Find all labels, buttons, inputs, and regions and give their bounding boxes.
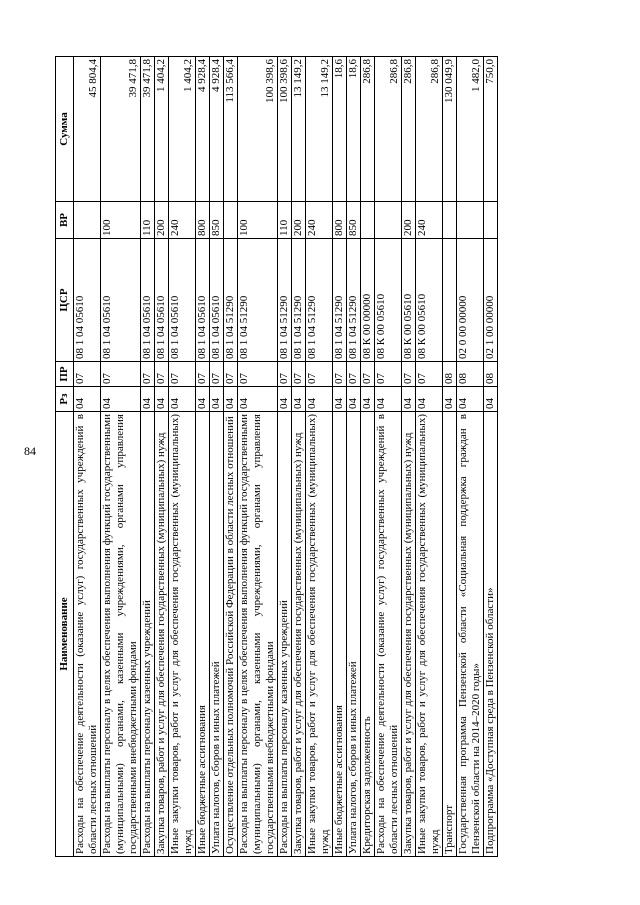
table-row — [484, 57, 498, 857]
row-pr: 07 — [375, 362, 402, 387]
table-row — [457, 57, 484, 857]
header-pr: ПР — [56, 362, 74, 387]
row-sum: 113 566,4 — [224, 57, 238, 202]
row-rz: 04 — [306, 387, 333, 412]
row-rz: 04 — [224, 387, 238, 412]
row-csr: 08 1 04 05610 — [74, 239, 101, 362]
row-vr: 200 — [402, 202, 416, 239]
table-row — [416, 57, 443, 857]
row-sum: 4 928,4 — [196, 57, 210, 202]
row-csr: 08 К 00 05610 — [402, 239, 416, 362]
row-pr: 08 — [443, 362, 457, 387]
row-csr: 08 1 04 05610 — [101, 239, 141, 362]
row-sum: 286,8 — [416, 57, 443, 202]
row-rz: 04 — [141, 387, 155, 412]
row-pr: 07 — [238, 362, 278, 387]
row-pr: 07 — [155, 362, 169, 387]
row-pr: 07 — [292, 362, 306, 387]
row-sum: 39 471,8 — [101, 57, 141, 202]
row-vr: 850 — [347, 202, 361, 239]
header-vr: ВР — [56, 202, 74, 239]
row-vr — [457, 202, 484, 239]
row-rz: 04 — [402, 387, 416, 412]
row-vr: 800 — [333, 202, 347, 239]
page-number: 84 — [24, 444, 36, 458]
row-sum: 1 482,0 — [457, 57, 484, 202]
table-row — [375, 57, 402, 857]
table-row — [306, 57, 333, 857]
row-rz: 04 — [292, 387, 306, 412]
row-name: Расходы на выплаты персоналу в целях обеспечения выполнения функций государственными (муниципальными) органами, казенными учреждениями, органами управления государственными внебюджетными фондами — [238, 412, 278, 857]
row-csr: 08 1 04 51290 — [306, 239, 333, 362]
row-rz: 04 — [74, 387, 101, 412]
table-row — [74, 57, 101, 857]
row-sum: 18,6 — [333, 57, 347, 202]
table-row — [402, 57, 416, 857]
row-csr: 08 1 04 51290 — [278, 239, 292, 362]
row-csr: 08 1 04 05610 — [169, 239, 196, 362]
row-vr — [361, 202, 375, 239]
row-vr: 800 — [196, 202, 210, 239]
row-csr: 08 1 04 05610 — [141, 239, 155, 362]
row-vr: 110 — [141, 202, 155, 239]
row-vr — [74, 202, 101, 239]
table-row — [224, 57, 238, 857]
row-pr: 07 — [402, 362, 416, 387]
table-row — [347, 57, 361, 857]
row-rz: 04 — [278, 387, 292, 412]
row-name: Расходы на выплаты персоналу казенных учреждений — [278, 412, 292, 857]
row-vr: 200 — [292, 202, 306, 239]
row-rz: 04 — [347, 387, 361, 412]
row-name: Расходы на обеспечение деятельности (оказание услуг) государственных учреждений в области лесных отношений — [375, 412, 402, 857]
row-pr: 07 — [101, 362, 141, 387]
table-row — [210, 57, 224, 857]
row-name: Иные закупки товаров, работ и услуг для обеспечения государственных (муниципальных) нужд — [416, 412, 443, 857]
row-vr: 200 — [155, 202, 169, 239]
row-pr: 07 — [141, 362, 155, 387]
row-name: Закупка товаров, работ и услуг для обеспечения государственных (муниципальных) нужд — [155, 412, 169, 857]
row-csr: 08 К 00 00000 — [361, 239, 375, 362]
row-csr: 02 1 00 00000 — [484, 239, 498, 362]
table-row — [292, 57, 306, 857]
row-sum: 45 804,4 — [74, 57, 101, 202]
row-name: Закупка товаров, работ и услуг для обеспечения государственных (муниципальных) нужд — [402, 412, 416, 857]
row-name: Кредиторская задолженность — [361, 412, 375, 857]
row-sum: 100 398,6 — [278, 57, 292, 202]
row-rz: 04 — [155, 387, 169, 412]
table-row — [278, 57, 292, 857]
header-rz: Рз — [56, 387, 74, 412]
row-sum: 286,8 — [375, 57, 402, 202]
row-name: Расходы на обеспечение деятельности (оказание услуг) государственных учреждений в области лесных отношений — [74, 412, 101, 857]
row-pr: 07 — [224, 362, 238, 387]
row-pr: 07 — [278, 362, 292, 387]
table-row — [333, 57, 347, 857]
row-csr: 08 1 04 05610 — [155, 239, 169, 362]
row-name: Государственная программа Пензенской области «Социальная поддержка граждан в Пензенской области на 2014–2020 годы» — [457, 412, 484, 857]
row-rz: 04 — [443, 387, 457, 412]
row-name: Уплата налогов, сборов и иных платежей — [347, 412, 361, 857]
row-pr: 08 — [457, 362, 484, 387]
row-rz: 04 — [196, 387, 210, 412]
table-row — [196, 57, 210, 857]
row-vr — [224, 202, 238, 239]
row-csr: 08 1 04 51290 — [292, 239, 306, 362]
header-sum: Сумма — [56, 57, 74, 202]
row-pr: 07 — [306, 362, 333, 387]
row-rz: 04 — [375, 387, 402, 412]
row-vr: 240 — [169, 202, 196, 239]
row-pr: 07 — [196, 362, 210, 387]
row-name: Иные бюджетные ассигнования — [196, 412, 210, 857]
table-row — [141, 57, 155, 857]
budget-table — [55, 56, 498, 857]
row-name: Закупка товаров, работ и услуг для обеспечения государственных (муниципальных) нужд — [292, 412, 306, 857]
row-pr: 07 — [74, 362, 101, 387]
table-row — [101, 57, 141, 857]
row-rz: 04 — [210, 387, 224, 412]
rotated-page — [55, 57, 575, 857]
row-csr: 08 1 04 51290 — [238, 239, 278, 362]
row-name: Расходы на выплаты персоналу в целях обеспечения выполнения функций государственными (муниципальными) органами, казенными учреждениями, органами управления государственными внебюджетными фондами — [101, 412, 141, 857]
row-name: Подпрограмма «Доступная среда в Пензенской области» — [484, 412, 498, 857]
row-sum: 4 928,4 — [210, 57, 224, 202]
row-sum: 18,6 — [347, 57, 361, 202]
row-csr: 08 К 00 05610 — [416, 239, 443, 362]
row-rz: 04 — [484, 387, 498, 412]
row-csr — [443, 239, 457, 362]
row-csr: 08 1 04 05610 — [196, 239, 210, 362]
row-rz: 04 — [333, 387, 347, 412]
row-sum: 100 398,6 — [238, 57, 278, 202]
row-sum: 750,0 — [484, 57, 498, 202]
row-rz: 04 — [416, 387, 443, 412]
table-row — [238, 57, 278, 857]
row-pr: 07 — [210, 362, 224, 387]
header-csr: ЦСР — [56, 239, 74, 362]
table-row — [169, 57, 196, 857]
row-csr: 02 0 00 00000 — [457, 239, 484, 362]
row-name: Иные бюджетные ассигнования — [333, 412, 347, 857]
row-name: Расходы на выплаты персоналу казенных учреждений — [141, 412, 155, 857]
row-rz: 04 — [457, 387, 484, 412]
row-vr — [484, 202, 498, 239]
row-sum: 286,8 — [402, 57, 416, 202]
row-pr: 07 — [416, 362, 443, 387]
row-sum: 13 149,2 — [292, 57, 306, 202]
row-sum: 1 404,2 — [169, 57, 196, 202]
table-header-row — [56, 57, 74, 857]
row-pr: 08 — [484, 362, 498, 387]
row-sum: 130 049,9 — [443, 57, 457, 202]
row-vr: 110 — [278, 202, 292, 239]
row-rz: 04 — [169, 387, 196, 412]
row-name: Уплата налогов, сборов и иных платежей — [210, 412, 224, 857]
row-pr: 07 — [347, 362, 361, 387]
row-pr: 07 — [361, 362, 375, 387]
row-csr: 08 К 00 05610 — [375, 239, 402, 362]
row-vr — [443, 202, 457, 239]
row-name: Транспорт — [443, 412, 457, 857]
row-csr: 08 1 04 05610 — [210, 239, 224, 362]
row-rz: 04 — [361, 387, 375, 412]
table-row — [155, 57, 169, 857]
row-rz: 04 — [101, 387, 141, 412]
header-name: Наименование — [56, 412, 74, 857]
row-csr: 08 1 04 51290 — [347, 239, 361, 362]
row-vr: 240 — [416, 202, 443, 239]
row-pr: 07 — [333, 362, 347, 387]
row-csr: 08 1 04 51290 — [333, 239, 347, 362]
row-vr: 100 — [101, 202, 141, 239]
row-sum: 13 149,2 — [306, 57, 333, 202]
row-name: Иные закупки товаров, работ и услуг для обеспечения государственных (муниципальных) нужд — [169, 412, 196, 857]
row-vr — [375, 202, 402, 239]
row-vr: 850 — [210, 202, 224, 239]
row-name: Осуществление отдельных полномочий Российской Федерации в области лесных отношений — [224, 412, 238, 857]
table-row — [361, 57, 375, 857]
row-csr: 08 1 04 51290 — [224, 239, 238, 362]
row-sum: 1 404,2 — [155, 57, 169, 202]
row-name: Иные закупки товаров, работ и услуг для обеспечения государственных (муниципальных) нужд — [306, 412, 333, 857]
row-sum: 39 471,8 — [141, 57, 155, 202]
row-rz: 04 — [238, 387, 278, 412]
row-vr: 240 — [306, 202, 333, 239]
table-row — [443, 57, 457, 857]
row-vr: 100 — [238, 202, 278, 239]
row-sum: 286,8 — [361, 57, 375, 202]
row-pr: 07 — [169, 362, 196, 387]
